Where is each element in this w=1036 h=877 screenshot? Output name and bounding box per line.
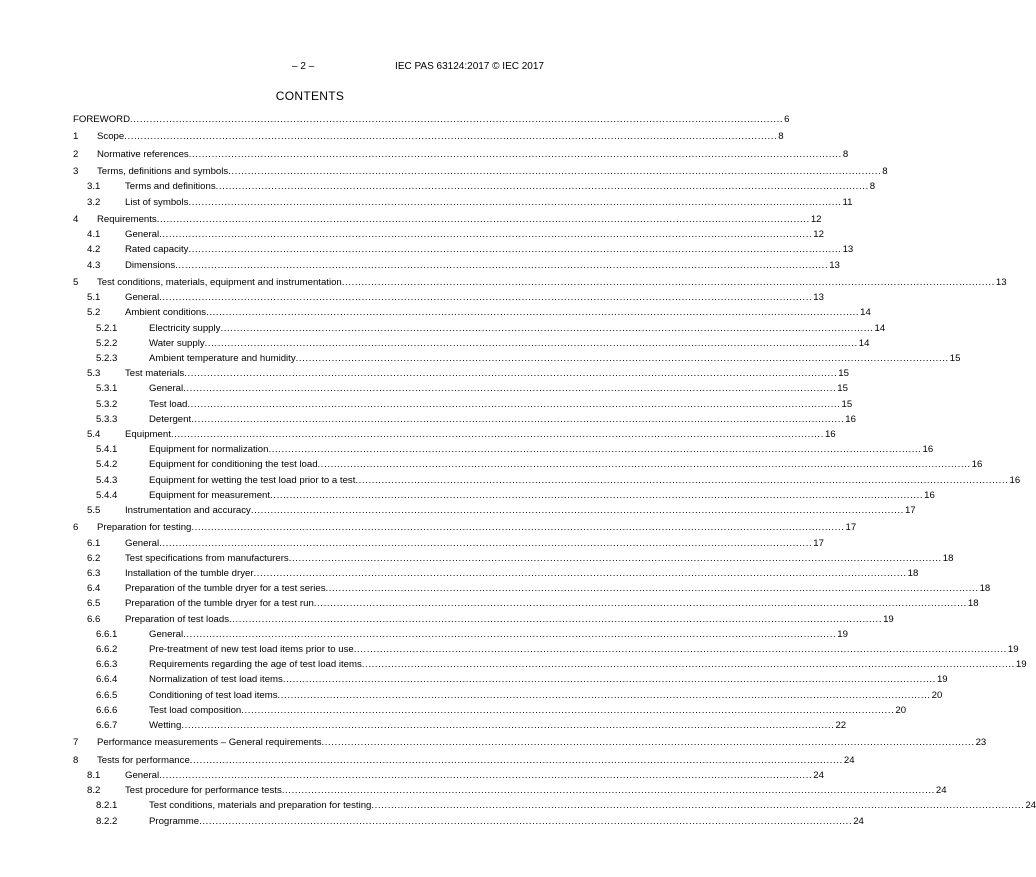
toc-entry-title: Detergent — [149, 413, 192, 425]
toc-entry-page: 19 — [1007, 644, 1019, 655]
toc-dot-leader: ........................................................................................................................................................................................................ — [241, 704, 895, 716]
toc-entry[interactable] — [73, 458, 983, 471]
toc-entry-page: 22 — [835, 720, 847, 731]
toc-dot-leader: ........................................................................................................................................................................................................ — [184, 368, 838, 380]
toc-entry[interactable] — [73, 180, 876, 193]
toc-entry-page: 12 — [813, 229, 824, 241]
toc-dot-leader: ........................................................................................................................................................................................................ — [159, 537, 813, 549]
toc-entry-number: 5.5 — [87, 505, 101, 516]
toc-dot-leader: ........................................................................................................................................................................................................ — [228, 166, 882, 178]
toc-dot-leader: ........................................................................................................................................................................................................ — [281, 785, 935, 797]
toc-entry-title: Programme — [149, 815, 200, 827]
toc-entry-title: List of symbols — [125, 196, 189, 208]
toc-dot-leader: ........................................................................................................................................................................................................ — [371, 800, 1025, 812]
toc-entry-title: General — [149, 383, 184, 395]
toc-entry-number: 5.4.2 — [96, 459, 118, 471]
toc-entry-title: Normative references — [97, 148, 189, 160]
toc-dot-leader: ........................................................................................................................................................................................................ — [181, 720, 835, 731]
toc-dot-leader: ........................................................................................................................................................................................................ — [229, 613, 883, 625]
toc-entry-title: Terms and definitions — [125, 181, 216, 193]
toc-dot-leader: ........................................................................................................................................................................................................ — [188, 196, 842, 208]
toc-dot-leader: ........................................................................................................................................................................................................ — [183, 383, 837, 395]
toc-entry-number: 6.6.7 — [96, 720, 118, 731]
toc-entry-number: 4 — [73, 214, 79, 225]
toc-entry-page: 19 — [837, 628, 848, 640]
toc-entry-title: Ambient conditions — [125, 307, 207, 319]
toc-entry[interactable] — [73, 398, 853, 411]
toc-entry-page: 13 — [829, 259, 840, 271]
toc-dot-leader: ........................................................................................................................................................................................................ — [270, 489, 924, 501]
toc-dot-leader: ........................................................................................................................................................................................................ — [156, 214, 810, 225]
toc-entry-title: Equipment for normalization — [149, 444, 269, 456]
toc-entry-title: Water supply — [149, 337, 205, 349]
toc-entry-number: 3 — [73, 166, 79, 178]
toc-dot-leader: ........................................................................................................................................................................................................ — [321, 737, 975, 749]
toc-entry[interactable] — [73, 306, 871, 319]
toc-entry-title: Equipment for wetting the test load prior to a test — [149, 474, 356, 486]
toc-entry-page: 19 — [1015, 659, 1027, 671]
toc-entry-title: Ambient temperature and humidity — [149, 353, 296, 364]
toc-entry-number: 8 — [73, 754, 79, 766]
toc-entry-page: 15 — [949, 353, 961, 364]
toc-entry-page: 15 — [837, 383, 848, 395]
toc-entry-number: 5.3.2 — [96, 398, 118, 410]
toc-entry-title: Preparation of the tumble dryer for a test series — [125, 583, 326, 595]
toc-entry[interactable] — [73, 719, 847, 732]
toc-entry-page: 8 — [882, 166, 888, 178]
toc-entry-number: 5.2.1 — [96, 322, 118, 334]
toc-entry-title: Scope — [97, 131, 125, 143]
toc-entry[interactable] — [73, 815, 864, 828]
toc-entry[interactable] — [73, 597, 979, 610]
toc-entry-page: 24 — [813, 770, 824, 781]
toc-entry-title: General — [125, 292, 160, 304]
toc-entry[interactable] — [73, 428, 836, 441]
toc-dot-leader: ........................................................................................................................................................................................................ — [268, 444, 922, 456]
toc-entry[interactable] — [73, 276, 1007, 289]
toc-entry[interactable] — [73, 504, 916, 517]
toc-entry-number: 3.1 — [87, 181, 101, 193]
toc-dot-leader: ........................................................................................................................................................................................................ — [353, 644, 1007, 655]
toc-entry-page: 15 — [841, 398, 853, 410]
toc-entry-number: 6.1 — [87, 537, 101, 549]
toc-entry[interactable] — [73, 521, 857, 534]
toc-entry-number: 4.3 — [87, 259, 101, 271]
toc-entry[interactable] — [73, 322, 886, 335]
toc-entry-number: 5.3.3 — [96, 413, 118, 425]
toc-entry-page: 24 — [853, 815, 864, 827]
toc-entry-number: 5.4.1 — [96, 444, 118, 456]
toc-entry-page: 12 — [810, 214, 822, 225]
toc-entry[interactable] — [73, 673, 948, 686]
toc-entry-number: 8.2 — [87, 785, 101, 797]
toc-entry[interactable] — [73, 259, 840, 272]
toc-entry-number: 8.1 — [87, 770, 101, 781]
toc-entry-number: 6.6.1 — [96, 628, 118, 640]
toc-dot-leader: ........................................................................................................................................................................................................ — [199, 815, 853, 827]
toc-dot-leader: ........................................................................................................................................................................................................ — [325, 583, 979, 595]
toc-entry-page: 20 — [895, 704, 907, 716]
toc-entry-page: 16 — [922, 444, 934, 456]
toc-dot-leader: ........................................................................................................................................................................................................ — [191, 413, 845, 425]
toc-entry[interactable] — [73, 243, 854, 256]
toc-entry-number: 2 — [73, 148, 79, 160]
toc-entry-title: Pre-treatment of new test load items prior to use — [149, 644, 354, 655]
toc-dot-leader: ........................................................................................................................................................................................................ — [215, 181, 869, 193]
toc-entry-number: 5.4.3 — [96, 474, 118, 486]
toc-entry-title: Performance measurements – General requirements — [97, 737, 322, 749]
toc-entry-number: 6.6.2 — [96, 644, 118, 655]
toc-entry-page: 17 — [845, 522, 857, 534]
toc-entry-title: Instrumentation and accuracy — [125, 505, 251, 516]
toc-entry-number: 7 — [73, 737, 79, 749]
toc-entry-title: Test procedure for performance tests — [125, 785, 282, 797]
toc-entry-title: General — [125, 770, 160, 781]
toc-entry[interactable] — [73, 784, 947, 797]
toc-entry-number: 8.2.2 — [96, 815, 118, 827]
toc-entry-number: 6.6.4 — [96, 674, 118, 686]
toc-entry-title: Conditioning of test load items — [149, 689, 278, 701]
toc-entry-page: 16 — [824, 429, 836, 440]
toc-entry-number: 8.2.1 — [96, 800, 118, 812]
toc-entry[interactable] — [73, 567, 919, 580]
toc-entry-title: General — [149, 628, 184, 640]
toc-entry[interactable] — [73, 228, 824, 241]
toc-dot-leader: ........................................................................................................................................................................................................ — [361, 659, 1015, 671]
toc-entry-page: 19 — [936, 674, 948, 686]
toc-dot-leader: ........................................................................................................................................................................................................ — [206, 307, 860, 319]
toc-entry-page: 24 — [843, 754, 855, 766]
toc-entry-title: Normalization of test load items — [149, 674, 283, 686]
toc-entry-page: 11 — [842, 196, 853, 208]
toc-entry-number: 6 — [73, 522, 79, 534]
toc-entry[interactable] — [73, 352, 961, 365]
toc-entry[interactable] — [73, 689, 943, 702]
toc-entry[interactable] — [73, 413, 856, 426]
toc-dot-leader: ........................................................................................................................................................................................................ — [183, 628, 837, 640]
toc-entry-number: 4.2 — [87, 244, 101, 256]
toc-dot-leader: ........................................................................................................................................................................................................ — [317, 459, 971, 471]
toc-entry[interactable] — [73, 196, 853, 209]
document-reference: IEC PAS 63124:2017 © IEC 2017 — [395, 61, 544, 72]
toc-entry[interactable] — [73, 213, 822, 226]
toc-entry-number: 4.1 — [87, 229, 101, 241]
toc-entry-page: 16 — [1009, 474, 1021, 486]
toc-dot-leader: ........................................................................................................................................................................................................ — [277, 689, 931, 701]
toc-entry-title: Test conditions, materials and preparation for testing — [149, 800, 372, 812]
toc-dot-leader: ........................................................................................................................................................................................................ — [288, 552, 942, 564]
toc-entry-page: 8 — [869, 181, 876, 193]
toc-entry-number: 1 — [73, 131, 79, 143]
toc-entry-page: 13 — [813, 292, 824, 304]
toc-entry-page: 13 — [995, 277, 1007, 288]
toc-dot-leader: ........................................................................................................................................................................................................ — [159, 770, 813, 781]
toc-entry-number: 6.6.5 — [96, 689, 118, 701]
toc-dot-leader: ........................................................................................................................................................................................................ — [188, 148, 842, 160]
toc-entry-page: 8 — [842, 148, 849, 160]
toc-entry-page: 14 — [860, 307, 871, 319]
toc-entry-number: 5.2 — [87, 307, 101, 319]
toc-dot-leader: ........................................................................................................................................................................................................ — [220, 322, 874, 334]
toc-entry-title: General — [125, 537, 160, 549]
toc-entry-title: General — [125, 229, 160, 241]
toc-entry-page: 16 — [924, 489, 935, 501]
toc-entry-page: 17 — [904, 505, 916, 516]
toc-entry[interactable] — [73, 537, 824, 550]
toc-dot-leader: ........................................................................................................................................................................................................ — [313, 598, 967, 610]
page-number: – 2 – — [292, 61, 315, 72]
toc-entry[interactable] — [73, 736, 987, 749]
toc-entry[interactable] — [73, 474, 1021, 487]
toc-entry[interactable] — [73, 582, 991, 595]
toc-entry-title: Rated capacity — [125, 244, 189, 256]
toc-entry-page: 18 — [942, 552, 954, 564]
toc-dot-leader: ........................................................................................................................................................................................................ — [191, 522, 845, 534]
toc-dot-leader: ........................................................................................................................................................................................................ — [204, 337, 858, 349]
page-header — [0, 61, 620, 75]
toc-entry-page: 24 — [1025, 800, 1036, 812]
toc-entry[interactable] — [73, 443, 934, 456]
toc-dot-leader: ........................................................................................................................................................................................................ — [187, 398, 841, 410]
toc-entry-page: 14 — [874, 322, 886, 334]
toc-dot-leader: ........................................................................................................................................................................................................ — [253, 568, 907, 579]
toc-entry-page: 8 — [778, 131, 784, 143]
toc-dot-leader: ........................................................................................................................................................................................................ — [250, 505, 904, 516]
toc-entry[interactable] — [73, 613, 894, 626]
toc-dot-leader: ........................................................................................................................................................................................................ — [175, 259, 829, 271]
toc-entry-title: Equipment for measurement — [149, 489, 271, 501]
toc-dot-leader: ........................................................................................................................................................................................................ — [295, 353, 949, 364]
toc-entry-page: 24 — [935, 785, 947, 797]
toc-dot-leader: ........................................................................................................................................................................................................ — [282, 674, 936, 686]
toc-entry-title: Preparation of the tumble dryer for a test run — [125, 598, 314, 610]
toc-entry-number: 6.3 — [87, 568, 101, 579]
toc-entry[interactable] — [73, 628, 848, 641]
toc-entry[interactable] — [73, 113, 790, 126]
toc-entry[interactable] — [73, 489, 935, 502]
toc-entry-page: 13 — [842, 244, 854, 256]
toc-entry-number: 5.4.4 — [96, 489, 118, 501]
toc-entry[interactable] — [73, 658, 1027, 671]
toc-entry-number: 3.2 — [87, 196, 101, 208]
toc-entry[interactable] — [73, 769, 824, 782]
toc-dot-leader: ........................................................................................................................................................................................................ — [355, 474, 1009, 486]
toc-entry-number: 6.6 — [87, 613, 101, 625]
toc-entry-title: Electricity supply — [149, 322, 221, 334]
toc-entry-number: 6.5 — [87, 598, 101, 610]
toc-entry-number: 5 — [73, 277, 79, 288]
toc-entry-page: 18 — [979, 583, 991, 595]
toc-entry[interactable] — [73, 754, 855, 767]
toc-entry[interactable] — [73, 291, 824, 304]
toc-entry-title: Requirements regarding the age of test load items — [149, 659, 362, 671]
toc-entry-page: 16 — [845, 413, 856, 425]
toc-entry[interactable] — [73, 148, 849, 161]
toc-entry-number: 6.6.3 — [96, 659, 118, 671]
toc-entry-number: 5.3.1 — [96, 383, 118, 395]
toc-entry-title: Installation of the tumble dryer — [125, 568, 254, 579]
toc-entry-title: Terms, definitions and symbols — [97, 166, 229, 178]
toc-entry-title: Test specifications from manufacturers — [125, 552, 289, 564]
toc-entry-number: 5.2.3 — [96, 353, 118, 364]
toc-entry-title: Preparation for testing — [97, 522, 192, 534]
toc-entry-number: 6.4 — [87, 583, 101, 595]
toc-entry-title: Preparation of test loads — [125, 613, 229, 625]
toc-dot-leader: ........................................................................................................................................................................................................ — [159, 229, 813, 241]
toc-entry-title: Wetting — [149, 720, 182, 731]
toc-entry-number: 5.1 — [87, 292, 101, 304]
toc-entry[interactable] — [73, 704, 907, 717]
toc-entry-number: 6.6.6 — [96, 704, 118, 716]
toc-entry-title: Dimensions — [125, 259, 176, 271]
toc-entry-title: Tests for performance — [97, 754, 190, 766]
toc-entry[interactable] — [73, 643, 1019, 656]
toc-entry[interactable] — [73, 130, 784, 143]
toc-entry-title: Test load composition — [149, 704, 242, 716]
toc-entry-page: 15 — [838, 368, 849, 380]
toc-entry-page: 14 — [858, 337, 870, 349]
toc-entry-title: Test load — [149, 398, 188, 410]
toc-entry-number: 5.2.2 — [96, 337, 118, 349]
toc-entry-title: FOREWORD — [73, 114, 131, 125]
toc-dot-leader: ........................................................................................................................................................................................................ — [341, 277, 995, 288]
toc-entry-page: 6 — [784, 114, 790, 125]
toc-entry-page: 23 — [975, 737, 987, 749]
toc-entry-title: Equipment for conditioning the test load — [149, 459, 318, 471]
toc-entry[interactable] — [73, 552, 954, 565]
toc-entry-number: 5.4 — [87, 429, 101, 440]
toc-dot-leader: ........................................................................................................................................................................................................ — [170, 429, 824, 440]
toc-entry-page: 20 — [931, 689, 943, 701]
toc-entry-title: Test materials — [125, 368, 185, 380]
toc-entry-number: 6.2 — [87, 552, 101, 564]
toc-dot-leader: ........................................................................................................................................................................................................ — [159, 292, 813, 304]
toc-entry-page: 19 — [883, 613, 894, 625]
toc-entry-title: Equipment — [125, 429, 171, 440]
toc-entry[interactable] — [73, 367, 849, 380]
toc-dot-leader: ........................................................................................................................................................................................................ — [124, 131, 778, 143]
toc-dot-leader: ........................................................................................................................................................................................................ — [130, 114, 784, 125]
toc-entry[interactable] — [73, 799, 1036, 812]
toc-entry-title: Requirements — [97, 214, 157, 225]
toc-dot-leader: ........................................................................................................................................................................................................ — [189, 754, 843, 766]
toc-entry-page: 16 — [971, 459, 983, 471]
toc-entry-page: 18 — [967, 598, 979, 610]
toc-entry-page: 18 — [907, 568, 919, 579]
toc-entry-title: Test conditions, materials, equipment and instrumentation — [97, 277, 342, 288]
toc-entry[interactable] — [73, 337, 870, 350]
toc-dot-leader: ........................................................................................................................................................................................................ — [188, 244, 842, 256]
page-title: CONTENTS — [275, 89, 345, 103]
toc-entry[interactable] — [73, 382, 848, 395]
toc-entry-page: 17 — [813, 537, 824, 549]
toc-entry-number: 5.3 — [87, 368, 101, 380]
toc-entry[interactable] — [73, 165, 888, 178]
